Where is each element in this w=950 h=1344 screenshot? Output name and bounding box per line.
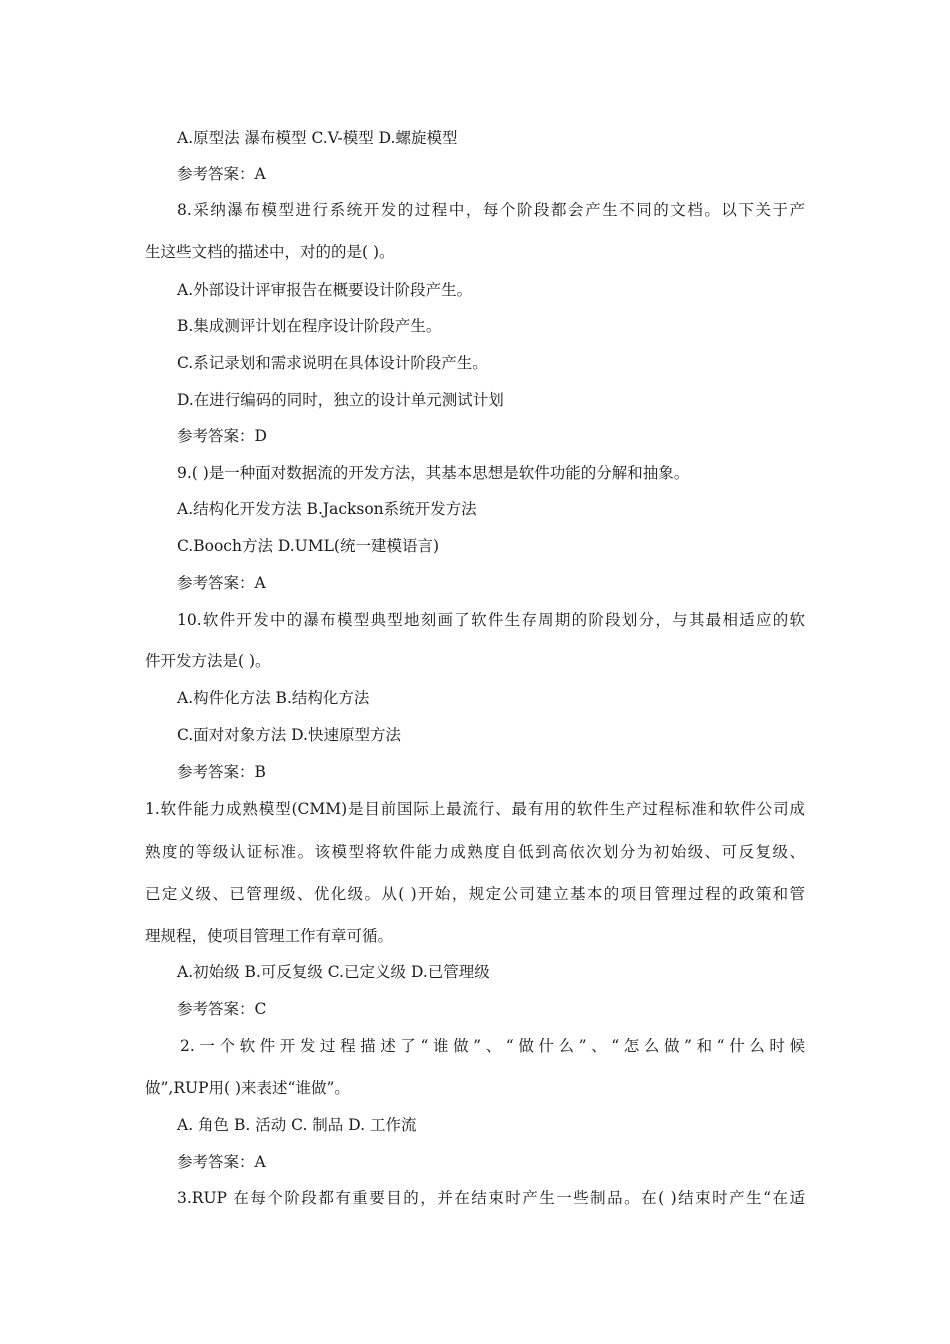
- text-line: A. 角色 B. 活动 C. 制品 D. 工作流: [177, 1116, 417, 1134]
- text-line: 已定义级、已管理级、优化级。从( )开始，规定公司建立基本的项目管理过程的政策和管: [145, 885, 805, 903]
- text-line: C.Booch方法 D.UML(统一建模语言): [177, 537, 440, 555]
- text-line: 件开发方法是( )。: [145, 652, 271, 670]
- text-line: D.在进行编码的同时，独立的设计单元测试计划: [177, 391, 504, 409]
- text-line: 理规程，使项目管理工作有章可循。: [145, 927, 394, 945]
- text-line: 参考答案：B: [177, 763, 266, 781]
- text-line: 熟度的等级认证标准。该模型将软件能力成熟度自低到高依次划分为初始级、可反复级、: [145, 843, 805, 861]
- text-line: 做”,RUP用( )来表述“谁做”。: [145, 1079, 350, 1097]
- text-line: C.系记录划和需求说明在具体设计阶段产生。: [177, 354, 488, 372]
- text-line: 参考答案：C: [177, 1000, 267, 1018]
- text-line: 2.一个软件开发过程描述了“谁做”、“做什么”、“怎么做”和“什么时候: [180, 1037, 805, 1055]
- text-line: 生这些文档的描述中，对的的是( )。: [145, 243, 395, 261]
- text-line: 参考答案：A: [177, 574, 266, 592]
- text-line: 参考答案：A: [177, 1153, 266, 1171]
- text-line: C.面对对象方法 D.快速原型方法: [177, 726, 401, 744]
- text-line: 3.RUP 在每个阶段都有重要目的，并在结束时产生一些制品。在( )结束时产生“在适: [177, 1189, 805, 1207]
- text-line: 1.软件能力成熟模型(CMM)是目前国际上最流行、最有用的软件生产过程标准和软件公司成: [145, 800, 805, 818]
- text-line: A.结构化开发方法 B.Jackson系统开发方法: [177, 500, 477, 518]
- text-line: A.外部设计评审报告在概要设计阶段产生。: [177, 281, 473, 299]
- text-line: 参考答案：A: [177, 165, 266, 183]
- text-line: A.初始级 B.可反复级 C.已定义级 D.已管理级: [177, 963, 490, 981]
- text-line: 10.软件开发中的瀑布模型典型地刻画了软件生存周期的阶段划分，与其最相适应的软: [177, 611, 805, 629]
- text-line: A.构件化方法 B.结构化方法: [177, 689, 370, 707]
- text-line: B.集成测评计划在程序设计阶段产生。: [177, 317, 442, 335]
- text-line: A.原型法 瀑布模型 C.V-模型 D.螺旋模型: [177, 129, 458, 147]
- text-line: 9.( )是一种面对数据流的开发方法，其基本思想是软件功能的分解和抽象。: [177, 464, 690, 482]
- text-line: 8.采纳瀑布模型进行系统开发的过程中，每个阶段都会产生不同的文档。以下关于产: [177, 201, 805, 219]
- text-line: 参考答案：D: [177, 427, 267, 445]
